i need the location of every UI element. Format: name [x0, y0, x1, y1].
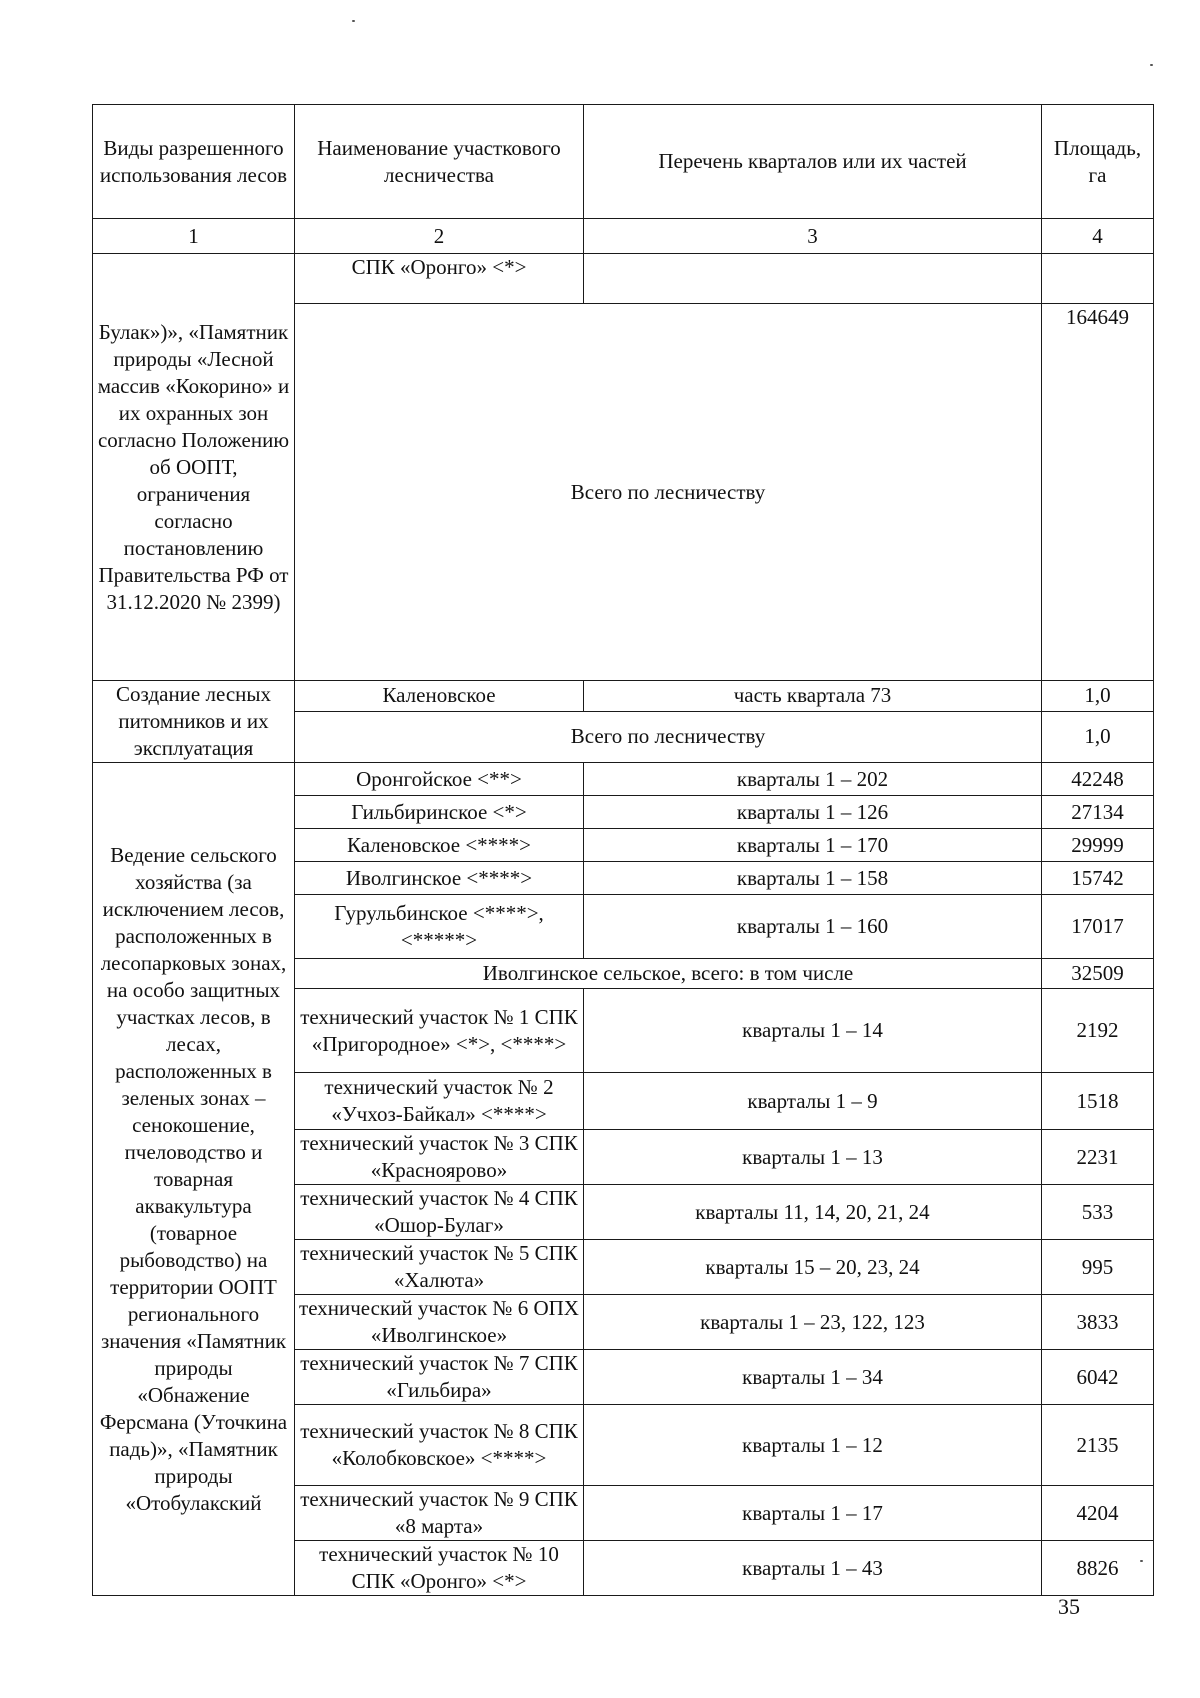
table-row — [93, 254, 1154, 304]
area-cell: 6042 — [1042, 1350, 1154, 1405]
total-area: 1,0 — [1042, 711, 1154, 762]
scan-speck — [1150, 64, 1153, 66]
area-cell: 995 — [1042, 1240, 1154, 1295]
quarters-cell — [584, 254, 1042, 304]
area-cell: 42248 — [1042, 763, 1154, 796]
column-number: 1 — [93, 219, 295, 254]
quarters-cell: кварталы 1 – 158 — [584, 862, 1042, 895]
forestry-cell: Каленовское <****> — [295, 829, 584, 862]
use-type-cell: Ведение сельского хозяйства (за исключением лесов, расположенных в лесопарковых зонах, на особо защитных участках лесов, в лесах, расположенных в зеленых зонах – сенокошение, пчеловодство и товарная аквакультура (товарное рыбоводство) на территории ООПТ регионального значения «Памятник природы «Обнажение Ферсмана (Уточкина падь)», «Памятник природы «Отобулакский — [93, 763, 295, 1596]
area-cell: 2231 — [1042, 1130, 1154, 1185]
quarters-cell: кварталы 1 – 14 — [584, 989, 1042, 1073]
forestry-cell: технический участок № 8 СПК «Колобковское» <****> — [295, 1405, 584, 1486]
quarters-cell: кварталы 1 – 17 — [584, 1486, 1042, 1541]
quarters-cell: кварталы 1 – 13 — [584, 1130, 1042, 1185]
area-cell: 2192 — [1042, 989, 1154, 1073]
table-row — [93, 681, 1154, 712]
quarters-cell: кварталы 1 – 12 — [584, 1405, 1042, 1486]
area-cell — [1042, 254, 1154, 304]
forestry-cell: технический участок № 5 СПК «Халюта» — [295, 1240, 584, 1295]
area-cell: 2135 — [1042, 1405, 1154, 1486]
area-cell: 15742 — [1042, 862, 1154, 895]
column-number: 2 — [295, 219, 584, 254]
table-header-row — [93, 105, 1154, 219]
quarters-cell: кварталы 15 – 20, 23, 24 — [584, 1240, 1042, 1295]
area-cell: 533 — [1042, 1185, 1154, 1240]
forestry-cell: технический участок № 2 «Учхоз-Байкал» <****> — [295, 1073, 584, 1130]
column-number-row — [93, 219, 1154, 254]
use-type-cell: Булак»)», «Памятник природы «Лесной массив «Кокорино» и их охранных зон согласно Положению об ООПТ, ограничения согласно постановлению Правительства РФ от 31.12.2020 № 2399) — [93, 254, 295, 681]
subtotal-area: 32509 — [1042, 959, 1154, 989]
total-label: Всего по лесничеству — [295, 711, 1042, 762]
forestry-cell: Иволгинское <****> — [295, 862, 584, 895]
header-quarters: Перечень кварталов или их частей — [584, 105, 1042, 219]
quarters-cell: кварталы 1 – 23, 122, 123 — [584, 1295, 1042, 1350]
quarters-cell: кварталы 1 – 34 — [584, 1350, 1042, 1405]
column-number: 3 — [584, 219, 1042, 254]
header-use-type: Виды разрешенного использования лесов — [93, 105, 295, 219]
column-number: 4 — [1042, 219, 1154, 254]
forestry-cell: технический участок № 6 ОПХ «Иволгинское» — [295, 1295, 584, 1350]
forestry-cell: Оронгойское <**> — [295, 763, 584, 796]
quarters-cell: кварталы 1 – 170 — [584, 829, 1042, 862]
area-cell: 17017 — [1042, 895, 1154, 959]
forestry-cell: технический участок № 3 СПК «Красноярово» — [295, 1130, 584, 1185]
forestry-cell: Каленовское — [295, 681, 584, 712]
area-cell: 1,0 — [1042, 681, 1154, 712]
area-cell: 1518 — [1042, 1073, 1154, 1130]
scan-speck — [352, 20, 355, 22]
use-type-cell: Создание лесных питомников и их эксплуатация — [93, 681, 295, 763]
area-cell: 4204 — [1042, 1486, 1154, 1541]
table-row — [93, 763, 1154, 796]
forestry-cell: технический участок № 10 СПК «Оронго» <*> — [295, 1541, 584, 1596]
forest-use-table — [92, 104, 1154, 1596]
header-forestry: Наименование участкового лесничества — [295, 105, 584, 219]
quarters-cell: часть квартала 73 — [584, 681, 1042, 712]
header-area: Площадь, га — [1042, 105, 1154, 219]
forestry-cell: технический участок № 1 СПК «Пригородное» <*>, <****> — [295, 989, 584, 1073]
forestry-cell: Гильбиринское <*> — [295, 796, 584, 829]
area-cell: 8826 — [1042, 1541, 1154, 1596]
page-number: 35 — [1058, 1594, 1080, 1619]
total-area: 164649 — [1042, 304, 1154, 681]
quarters-cell: кварталы 1 – 160 — [584, 895, 1042, 959]
forestry-cell: технический участок № 9 СПК «8 марта» — [295, 1486, 584, 1541]
area-cell: 29999 — [1042, 829, 1154, 862]
total-label: Всего по лесничеству — [295, 304, 1042, 681]
area-cell: 27134 — [1042, 796, 1154, 829]
quarters-cell: кварталы 11, 14, 20, 21, 24 — [584, 1185, 1042, 1240]
subtotal-label: Иволгинское сельское, всего: в том числе — [295, 959, 1042, 989]
forestry-cell: технический участок № 4 СПК «Ошор-Булаг» — [295, 1185, 584, 1240]
area-cell: 3833 — [1042, 1295, 1154, 1350]
forestry-cell: Гурульбинское <****>, <*****> — [295, 895, 584, 959]
forestry-cell: СПК «Оронго» <*> — [295, 254, 584, 304]
quarters-cell: кварталы 1 – 202 — [584, 763, 1042, 796]
quarters-cell: кварталы 1 – 9 — [584, 1073, 1042, 1130]
quarters-cell: кварталы 1 – 43 — [584, 1541, 1042, 1596]
quarters-cell: кварталы 1 – 126 — [584, 796, 1042, 829]
forestry-cell: технический участок № 7 СПК «Гильбира» — [295, 1350, 584, 1405]
